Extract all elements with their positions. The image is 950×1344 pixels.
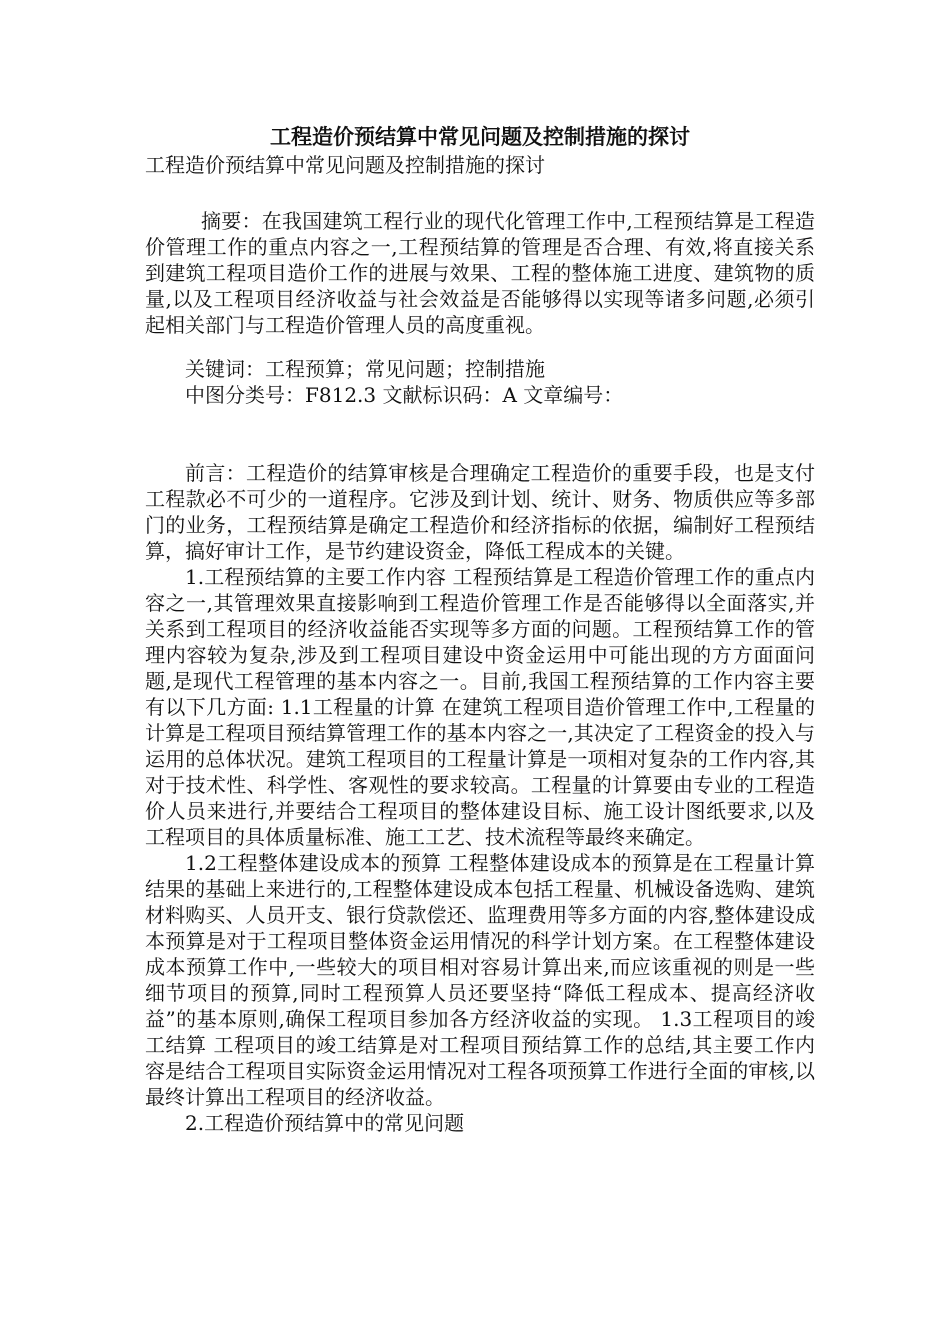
spacer	[145, 338, 815, 356]
document-title: 工程造价预结算中常见问题及控制措施的探讨	[270, 124, 690, 149]
document-body	[145, 122, 815, 1136]
spacer	[145, 190, 815, 208]
classification-line: 中图分类号：F812.3 文献标识码：A 文章编号：	[185, 383, 624, 407]
document-subtitle: 工程造价预结算中常见问题及控制措施的探讨	[145, 153, 545, 177]
abstract-paragraph: 摘要：在我国建筑工程行业的现代化管理工作中,工程预结算是工程造价管理工作的重点内容之一,工程预结算的管理是否合理、有效,将直接关系到建筑工程项目造价工作的进展与效果、工程的整体施工进度、建筑物的质量,以及工程项目经济收益与社会效益是否能够得以实现等诸多问题,必须引起相关部门与工程造价管理人员的高度重视。	[145, 209, 815, 337]
section-1-2-paragraph: 1.2工程整体建设成本的预算 工程整体建设成本的预算是在工程量计算结果的基础上来进行的,工程整体建设成本包括工程量、机械设备选购、建筑材料购买、人员开支、银行贷款偿还、监理费用等多方面的内容,整体建设成本预算是对于工程项目整体资金运用情况的科学计划方案。在工程整体建设成本预算工作中,一些较大的项目相对容易计算出来,而应该重视的则是一些细节项目的预算,同时工程预算人员还要坚持“降低工程成本、提高经济收益”的基本原则,确保工程项目参加各方经济收益的实现。 1.3工程项目的竣工结算 工程项目的竣工结算是对工程项目预结算工作的总结,其主要工作内容是结合工程项目实际资金运用情况对工程各项预算工作进行全面的审核,以最终计算出工程项目的经济收益。	[145, 851, 815, 1109]
keywords-line: 关键词：工程预算；常见问题；控制措施	[185, 357, 545, 381]
spacer	[145, 408, 815, 460]
section-2-heading: 2.工程造价预结算中的常见问题	[185, 1111, 465, 1135]
preface-paragraph: 前言：工程造价的结算审核是合理确定工程造价的重要手段，也是支付工程款必不可少的一道程序。它涉及到计划、统计、财务、物质供应等多部门的业务，工程预结算是确定工程造价和经济指标的依据，编制好工程预结算，搞好审计工作，是节约建设资金，降低工程成本的关键。	[145, 461, 815, 563]
section-1-paragraph: 1.工程预结算的主要工作内容 工程预结算是工程造价管理工作的重点内容之一,其管理效果直接影响到工程造价管理工作是否能够得以全面落实,并关系到工程项目的经济收益能否实现等多方面的问题。工程预结算工作的管理内容较为复杂,涉及到工程项目建设中资金运用中可能出现的方方面面问题,是现代工程管理的基本内容之一。目前,我国工程预结算的工作内容主要有以下几方面: 1.1工程量的计算 在建筑工程项目造价管理工作中,工程量的计算是工程项目预结算管理工作的基本内容之一,其决定了工程资金的投入与运用的总体状况。建筑工程项目的工程量计算是一项相对复杂的工作内容,其对于技术性、科学性、客观性的要求较高。工程量的计算要由专业的工程造价人员来进行,并要结合工程项目的整体建设目标、施工设计图纸要求,以及工程项目的具体质量标准、施工工艺、技术流程等最终来确定。	[145, 565, 815, 849]
